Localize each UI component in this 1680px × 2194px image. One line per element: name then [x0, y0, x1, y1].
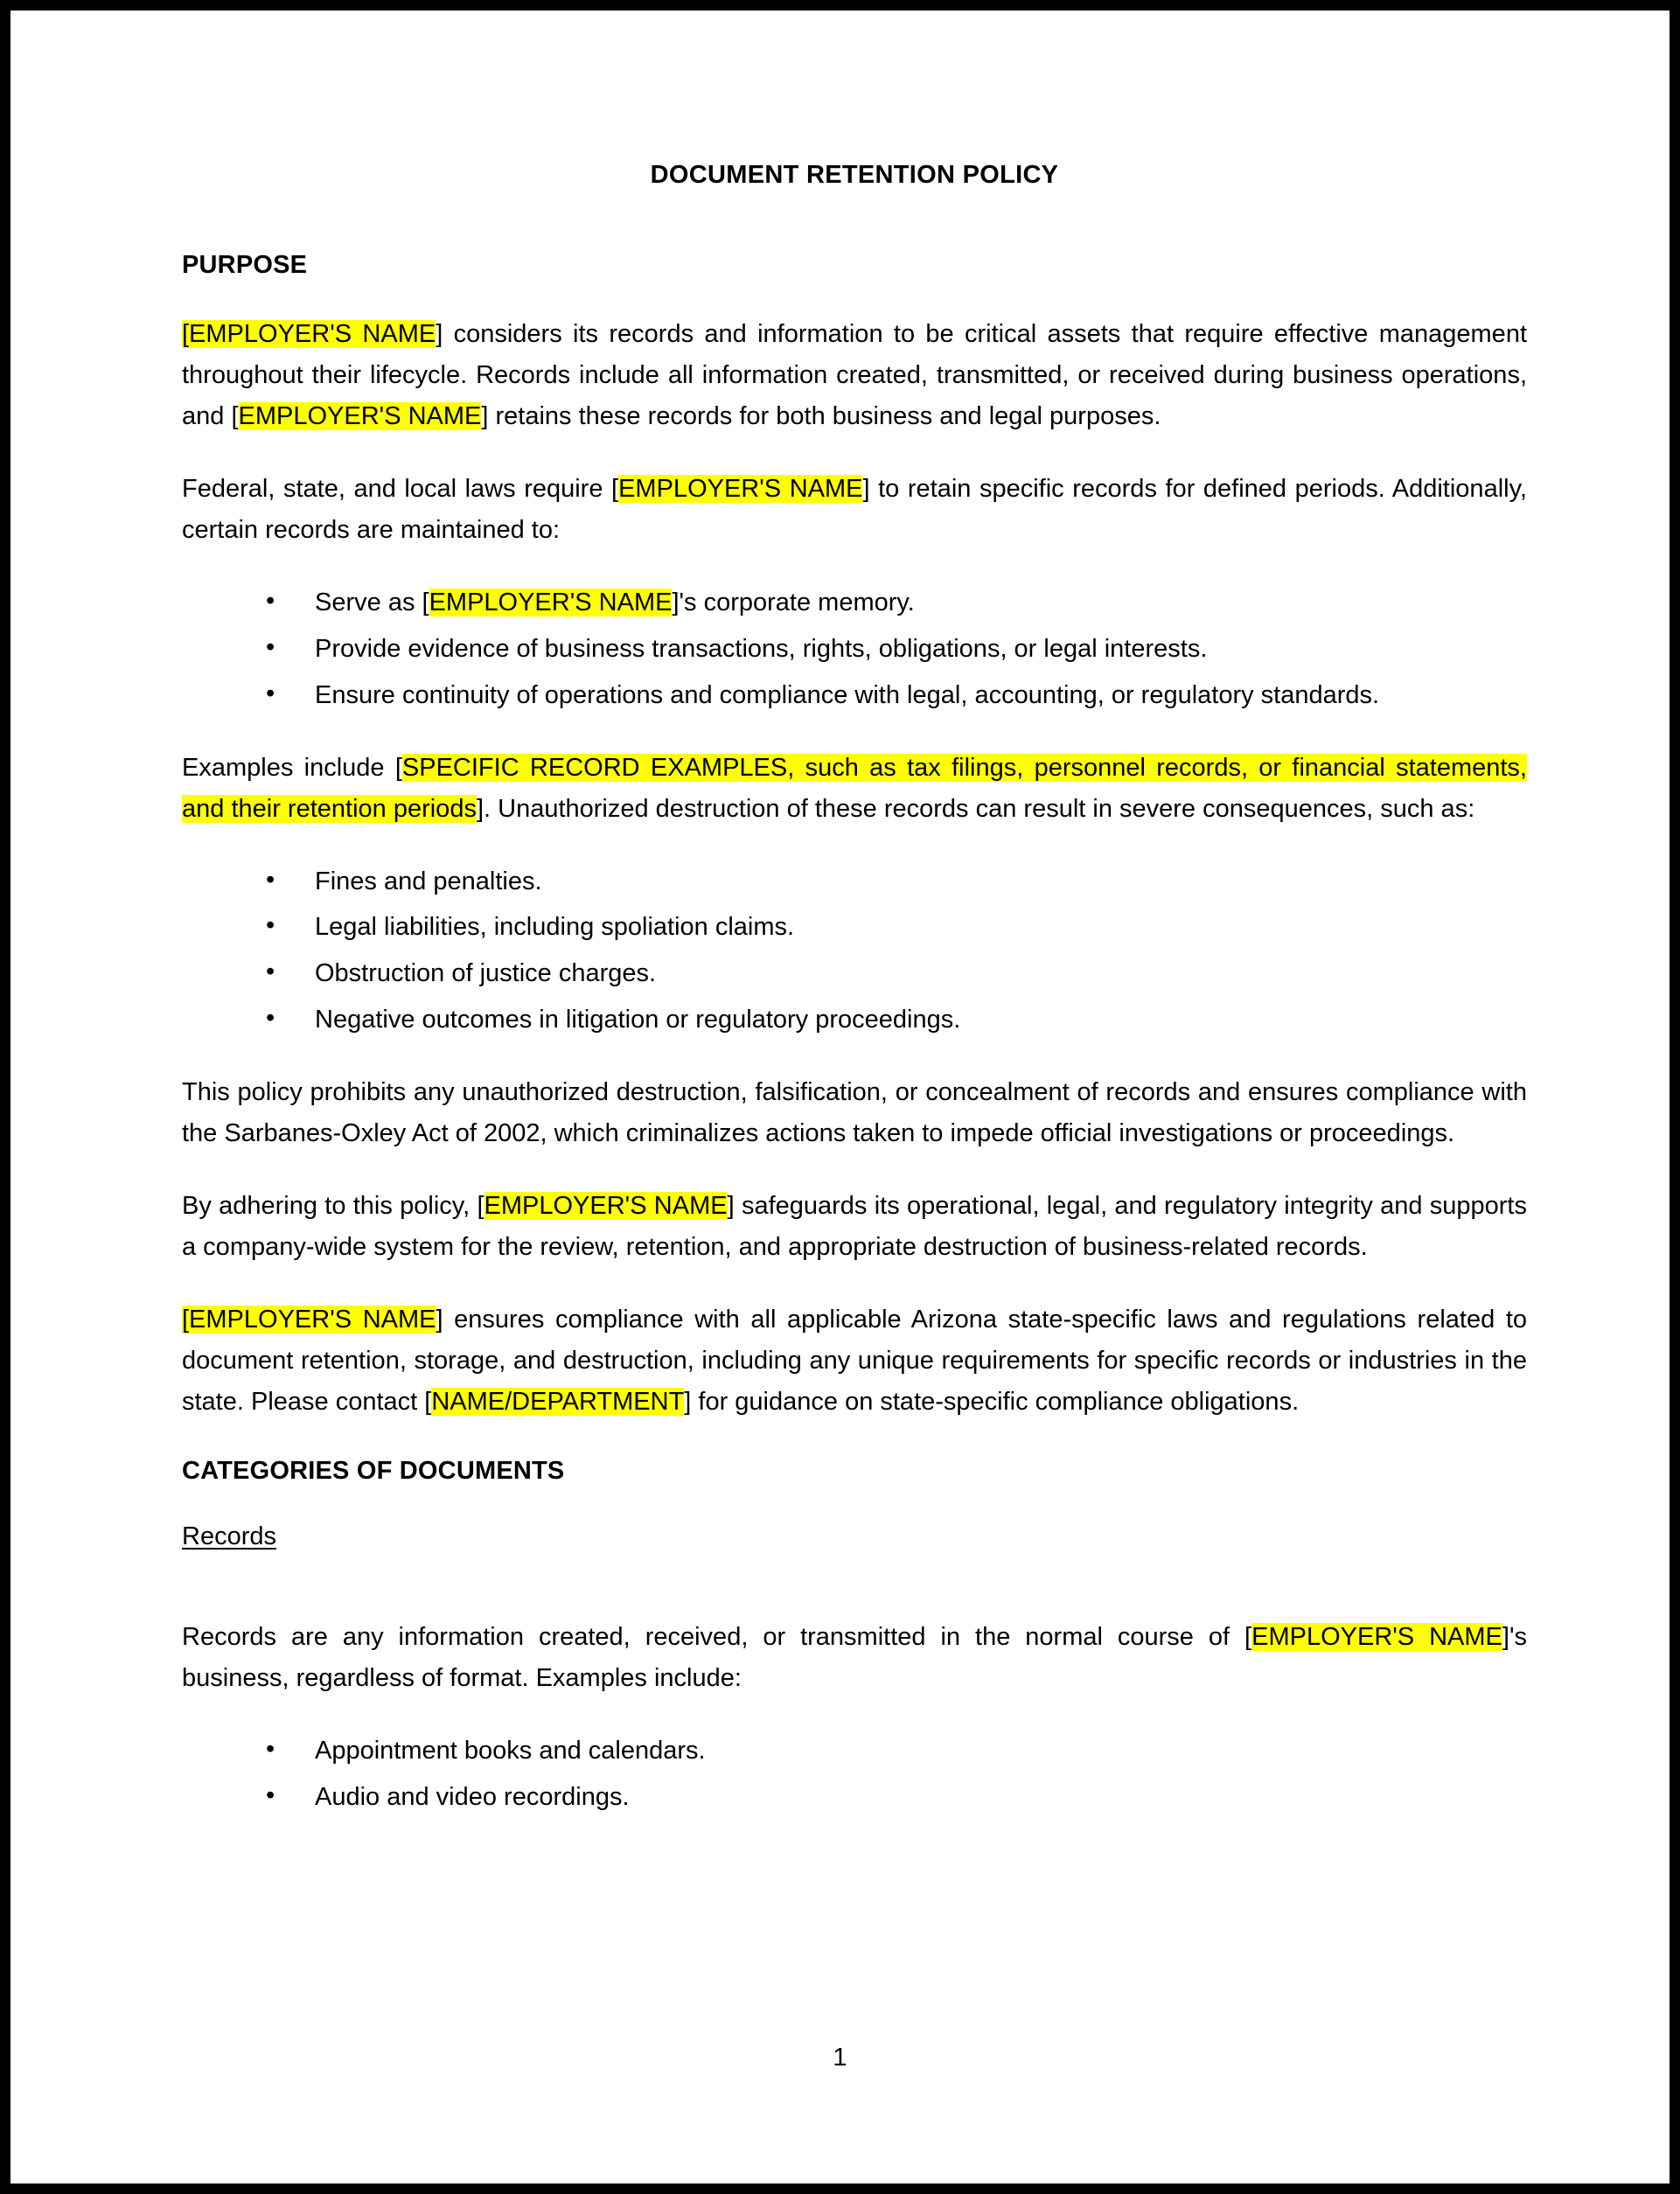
- list-item: [266, 999, 1527, 1041]
- list-item-text: Ensure continuity of operations and compliance with legal, accounting, or regulatory standards.: [315, 680, 1380, 709]
- list-item: [266, 1777, 1527, 1818]
- placeholder-employers-name: EMPLOYER'S NAME: [1251, 1623, 1502, 1652]
- placeholder-employers-name: EMPLOYER'S NAME: [429, 588, 673, 616]
- section-heading-purpose: PURPOSE: [182, 250, 308, 279]
- list-item-text: Audio and video recordings.: [315, 1783, 630, 1812]
- list-item-text: Fines and penalties.: [315, 867, 542, 895]
- paragraph-text: ] ensures compliance with all applicable Arizona state-specific laws and regulations related to document retention, storage, and destruction, including any unique requirements for specific records or industries in the state. Please contact [: [182, 1306, 1528, 1417]
- placeholder-employers-name: EMPLOYER'S NAME: [484, 1192, 728, 1221]
- list-item: [266, 907, 1527, 948]
- placeholder-name-department: NAME/DEPARTMENT: [431, 1388, 685, 1417]
- placeholder-employers-name: [EMPLOYER'S NAME: [182, 319, 436, 348]
- page-number-footer: 1: [833, 2044, 847, 2072]
- paragraph-text: ] for guidance on state-specific compliance obligations.: [684, 1388, 1300, 1417]
- list-item-text: Obstruction of justice charges.: [315, 959, 657, 988]
- paragraph-text: ] retains these records for both business and legal purposes.: [481, 401, 1161, 430]
- paragraph-text: Examples include [: [182, 753, 402, 782]
- list-item-text: ]'s corporate memory.: [672, 588, 915, 616]
- list-item-text: Serve as [: [315, 588, 429, 616]
- bullet-list-record-examples: [182, 1731, 1527, 1818]
- subheading-records: Records: [182, 1522, 276, 1551]
- paragraph-text: Records are any information created, received, or transmitted in the normal course of [: [182, 1623, 1252, 1652]
- paragraph-text: By adhering to this policy, [: [182, 1192, 484, 1221]
- list-item-text: Appointment books and calendars.: [315, 1737, 706, 1766]
- list-item: [266, 953, 1527, 994]
- placeholder-specific-record-examples: SPECIFIC RECORD EXAMPLES, such as tax filings, personnel records, or financial statements, and their retention periods: [182, 753, 1527, 823]
- placeholder-employers-name: EMPLOYER'S NAME: [238, 401, 482, 430]
- bullet-list-records-maintained: [182, 582, 1527, 716]
- paragraph-text: ] considers its records and information to be critical assets that require effective management throughout their lifecycle. Records include all information created, transmitted, or received during business operations, and [: [182, 319, 1528, 430]
- paragraph-text: Federal, state, and local laws require [: [182, 474, 619, 503]
- page-title: DOCUMENT RETENTION POLICY: [650, 161, 1059, 189]
- list-item: [266, 861, 1527, 902]
- list-item: [266, 629, 1527, 670]
- list-item-text: Negative outcomes in litigation or regulatory proceedings.: [315, 1006, 961, 1034]
- list-item: [266, 1731, 1527, 1772]
- paragraph-text: ]'s business, regardless of format. Examples include:: [182, 1623, 1527, 1693]
- paragraph-examples-include: [182, 748, 1527, 830]
- placeholder-employers-name: EMPLOYER'S NAME: [618, 474, 863, 503]
- placeholder-employers-name: [EMPLOYER'S NAME: [182, 1306, 436, 1334]
- document-content: [182, 159, 1527, 1849]
- paragraph-federal-laws: [182, 469, 1527, 551]
- paragraph-text: ] safeguards its operational, legal, and regulatory integrity and supports a company-wide system for the review, retention, and appropriate destruction of business-related records.: [182, 1192, 1527, 1262]
- document-page-sheet: [10, 10, 1670, 2184]
- paragraph-policy-prohibits: This policy prohibits any unauthorized destruction, falsification, or concealment of records and ensures compliance with the Sarbanes-Oxley Act of 2002, which criminalizes actions taken to impede official investigations or proceedings.: [182, 1078, 1527, 1148]
- list-item-text: Provide evidence of business transactions, rights, obligations, or legal interests.: [315, 634, 1208, 663]
- list-item: [266, 675, 1527, 716]
- paragraph-records-definition: [182, 1617, 1527, 1699]
- paragraph-arizona-compliance: [182, 1299, 1527, 1423]
- paragraph-purpose-intro: [182, 314, 1527, 437]
- subheading-records-wrap: [182, 1520, 1527, 1585]
- paragraph-by-adhering: [182, 1186, 1527, 1268]
- list-item-text: Legal liabilities, including spoliation claims.: [315, 913, 795, 942]
- list-item: [266, 582, 1527, 623]
- bullet-list-consequences: [182, 861, 1527, 1041]
- section-heading-categories: CATEGORIES OF DOCUMENTS: [182, 1457, 565, 1486]
- paragraph-text: ] to retain specific records for defined periods. Additionally, certain records are maintained to:: [182, 474, 1527, 544]
- paragraph-text: ]. Unauthorized destruction of these records can result in severe consequences, such as:: [476, 794, 1475, 823]
